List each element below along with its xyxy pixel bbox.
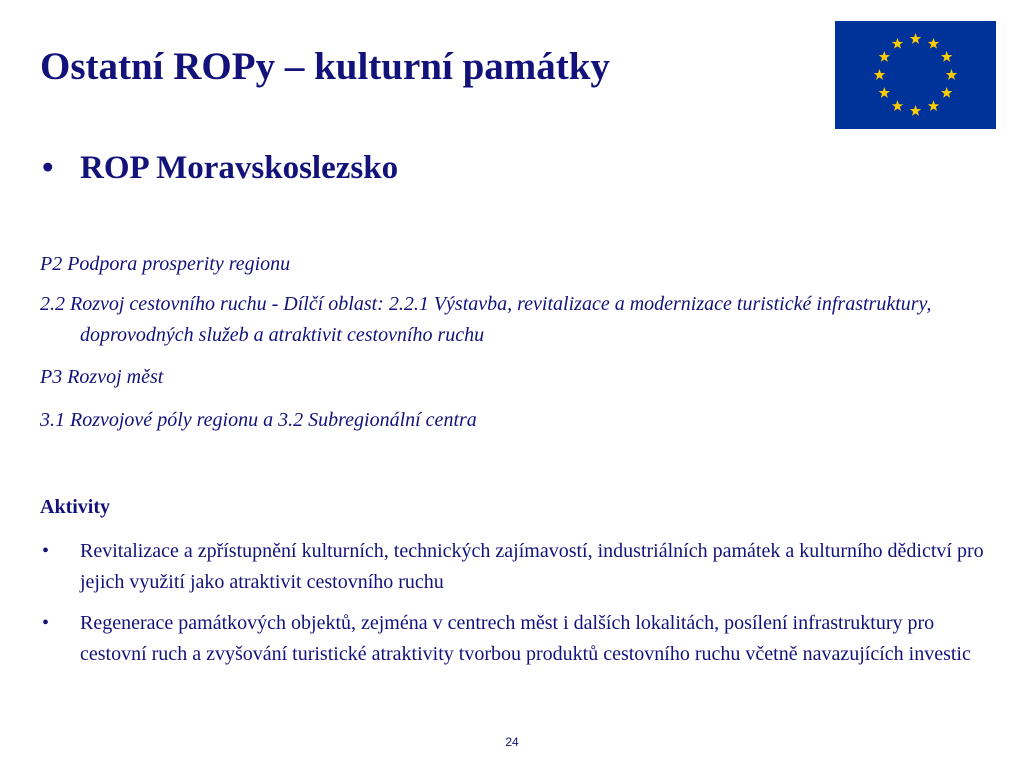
slide-title: Ostatní ROPy – kulturní památky [40, 45, 610, 88]
measure-2-2: 2.2 Rozvoj cestovního ruchu - Dílčí oblast: 2.2.1 Výstavba, revitalizace a modernizace turistické infrastruktury, doprovodných služeb a atraktivit cestovního ruchu [40, 293, 932, 346]
priority-p3: P3 Rozvoj měst [40, 366, 164, 388]
activity-item [40, 536, 1000, 598]
main-bullet [42, 150, 398, 186]
measure-3-1-3-2: 3.1 Rozvojové póly regionu a 3.2 Subregionální centra [40, 409, 477, 431]
activity-item [40, 608, 1000, 670]
activity-text: Regenerace památkových objektů, zejména v centrech měst i dalších lokalitách, posílení infrastruktury pro cestovní ruch a zvyšování turistické atraktivity tvorbou produktů cestovního ruchu včetně navazujících investic [80, 612, 971, 665]
eu-flag-icon [835, 21, 996, 129]
bullet-marker: • [42, 540, 50, 562]
priority-p2: P2 Podpora prosperity regionu [40, 253, 291, 275]
bullet-marker: • [42, 150, 54, 186]
activities-heading: Aktivity [40, 496, 110, 518]
main-bullet-text: ROP Moravskoslezsko [80, 150, 399, 186]
activity-text: Revitalizace a zpřístupnění kulturních, technických zajímavostí, industriálních památek a kulturního dědictví pro jejich využití jako atraktivit cestovního ruchu [80, 540, 984, 593]
page-number: 24 [505, 735, 519, 749]
bullet-marker: • [42, 612, 50, 634]
